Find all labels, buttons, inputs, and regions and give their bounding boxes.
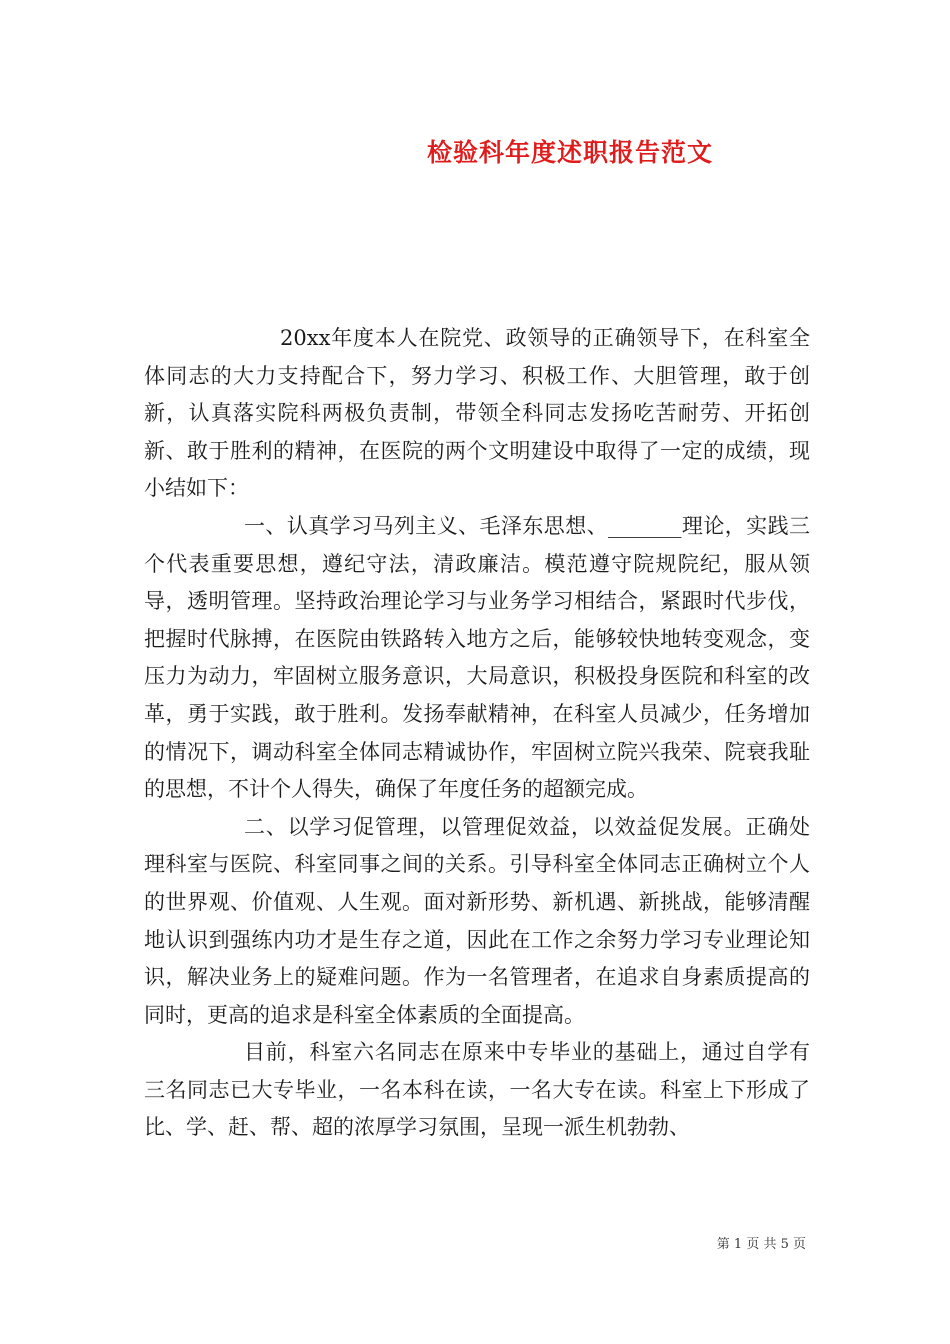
- paragraph-section-two: 二、以学习促管理，以管理促效益，以效益促发展。正确处理科室与医院、科室同事之间的关系。引导科室全体同志正确树立个人的世界观、价值观、人生观。面对新形势、新机遇、新挑战，能够清醒地认识到强练内功才是生存之道，因此在工作之余努力学习专业理论知识，解决业务上的疑难问题。作为一名管理者，在追求自身素质提高的同时，更高的追求是科室全体素质的全面提高。: [144, 814, 810, 1027]
- paragraph-intro: 20xx年度本人在院党、政领导的正确领导下，在科室全体同志的大力支持配合下，努力学习、积极工作、大胆管理，敢于创新，认真落实院科两极负责制，带领全科同志发扬吃苦耐劳、开拓创新、敢于胜利的精神，在医院的两个文明建设中取得了一定的成绩，现小结如下：: [144, 326, 810, 501]
- document-title: 检验科年度述职报告范文: [426, 138, 713, 167]
- document-body: [144, 320, 810, 1147]
- page-number: 第 1 页 共 5 页: [716, 1237, 806, 1252]
- paragraph-current-status: 目前，科室六名同志在原来中专毕业的基础上，通过自学有三名同志已大专毕业，一名本科在读，一名大专在读。科室上下形成了比、学、赶、帮、超的浓厚学习氛围，呈现一派生机勃勃、: [144, 1040, 810, 1140]
- paragraph-section-one: 一、认真学习马列主义、毛泽东思想、_______理论，实践三个代表重要思想，遵纪守法，清政廉洁。模范遵守院规院纪，服从领导，透明管理。坚持政治理论学习与业务学习相结合，紧跟时代步伐，把握时代脉搏，在医院由铁路转入地方之后，能够较快地转变观念，变压力为动力，牢固树立服务意识，大局意识，积极投身医院和科室的改革，勇于实践，敢于胜利。发扬奉献精神，在科室人员减少，任务增加的情况下，调动科室全体同志精诚协作，牢固树立院兴我荣、院衰我耻的思想，不计个人得失，确保了年度任务的超额完成。: [144, 513, 810, 802]
